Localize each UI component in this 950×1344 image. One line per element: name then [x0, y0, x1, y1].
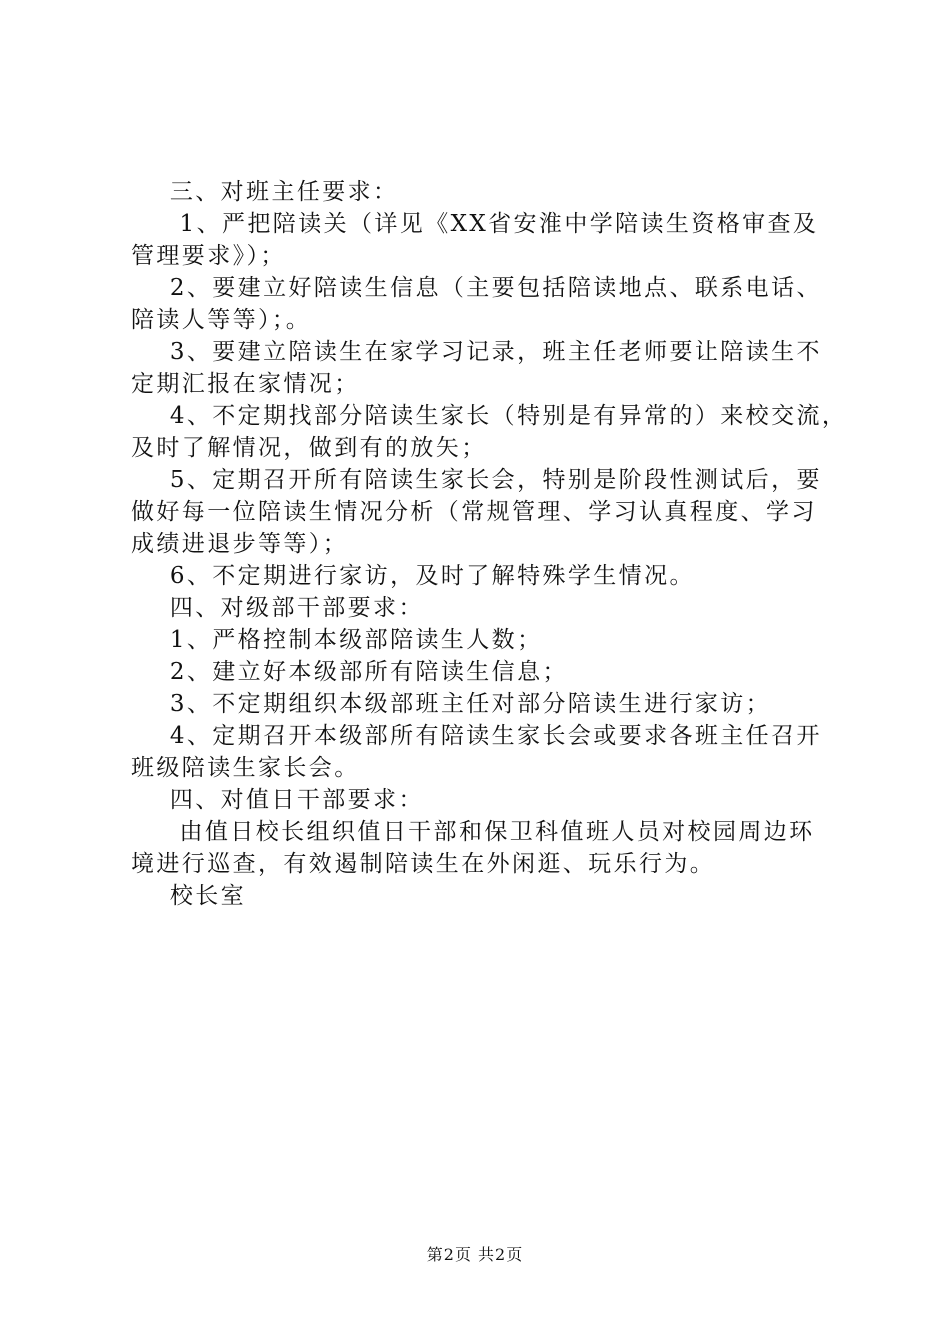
paragraph-line: 4、定期召开本级部所有陪读生家长会或要求各班主任召开 [131, 723, 822, 749]
paragraph-line: 4、不定期找部分陪读生家长（特别是有异常的）来校交流， [131, 403, 848, 429]
paragraph-line: 1、严把陪读关（详见《XX省安淮中学陪读生资格审查及 [131, 211, 819, 237]
signature-line: 校长室 [131, 883, 247, 909]
paragraph-line: 做好每一位陪读生情况分析（常规管理、学习认真程度、学习 [131, 499, 817, 525]
section-heading-duty-staff: 四、对值日干部要求： [131, 787, 424, 813]
paragraph-line: 6、不定期进行家访，及时了解特殊学生情况。 [131, 563, 695, 589]
paragraph-line: 3、不定期组织本级部班主任对部分陪读生进行家访； [131, 691, 772, 717]
section-heading-class-teacher: 三、对班主任要求： [131, 179, 399, 205]
paragraph-line: 2、建立好本级部所有陪读生信息； [131, 659, 568, 685]
paragraph-line: 境进行巡查，有效遏制陪读生在外闲逛、玩乐行为。 [131, 851, 716, 877]
paragraph-line: 由值日校长组织值日干部和保卫科值班人员对校园周边环 [131, 819, 815, 845]
page-footer [0, 1243, 950, 1267]
paragraph-line: 2、要建立好陪读生信息（主要包括陪读地点、联系电话、 [131, 275, 822, 301]
paragraph-line: 陪读人等等）；。 [131, 307, 312, 333]
paragraph-line: 5、定期召开所有陪读生家长会，特别是阶段性测试后，要 [131, 467, 822, 493]
section-heading-grade-staff: 四、对级部干部要求： [131, 595, 424, 621]
paragraph-line: 3、要建立陪读生在家学习记录，班主任老师要让陪读生不 [131, 339, 822, 365]
paragraph-line: 班级陪读生家长会。 [131, 755, 360, 781]
paragraph-line: 及时了解情况，做到有的放矢； [131, 435, 487, 461]
page-number-label: 第2页 共2页 [426, 1245, 524, 1264]
paragraph-line: 成绩进退步等等）； [131, 531, 349, 557]
paragraph-line: 管理要求》）； [131, 243, 286, 269]
document-body [131, 176, 848, 912]
paragraph-line: 定期汇报在家情况； [131, 371, 360, 397]
paragraph-line: 1、严格控制本级部陪读生人数； [131, 627, 543, 653]
